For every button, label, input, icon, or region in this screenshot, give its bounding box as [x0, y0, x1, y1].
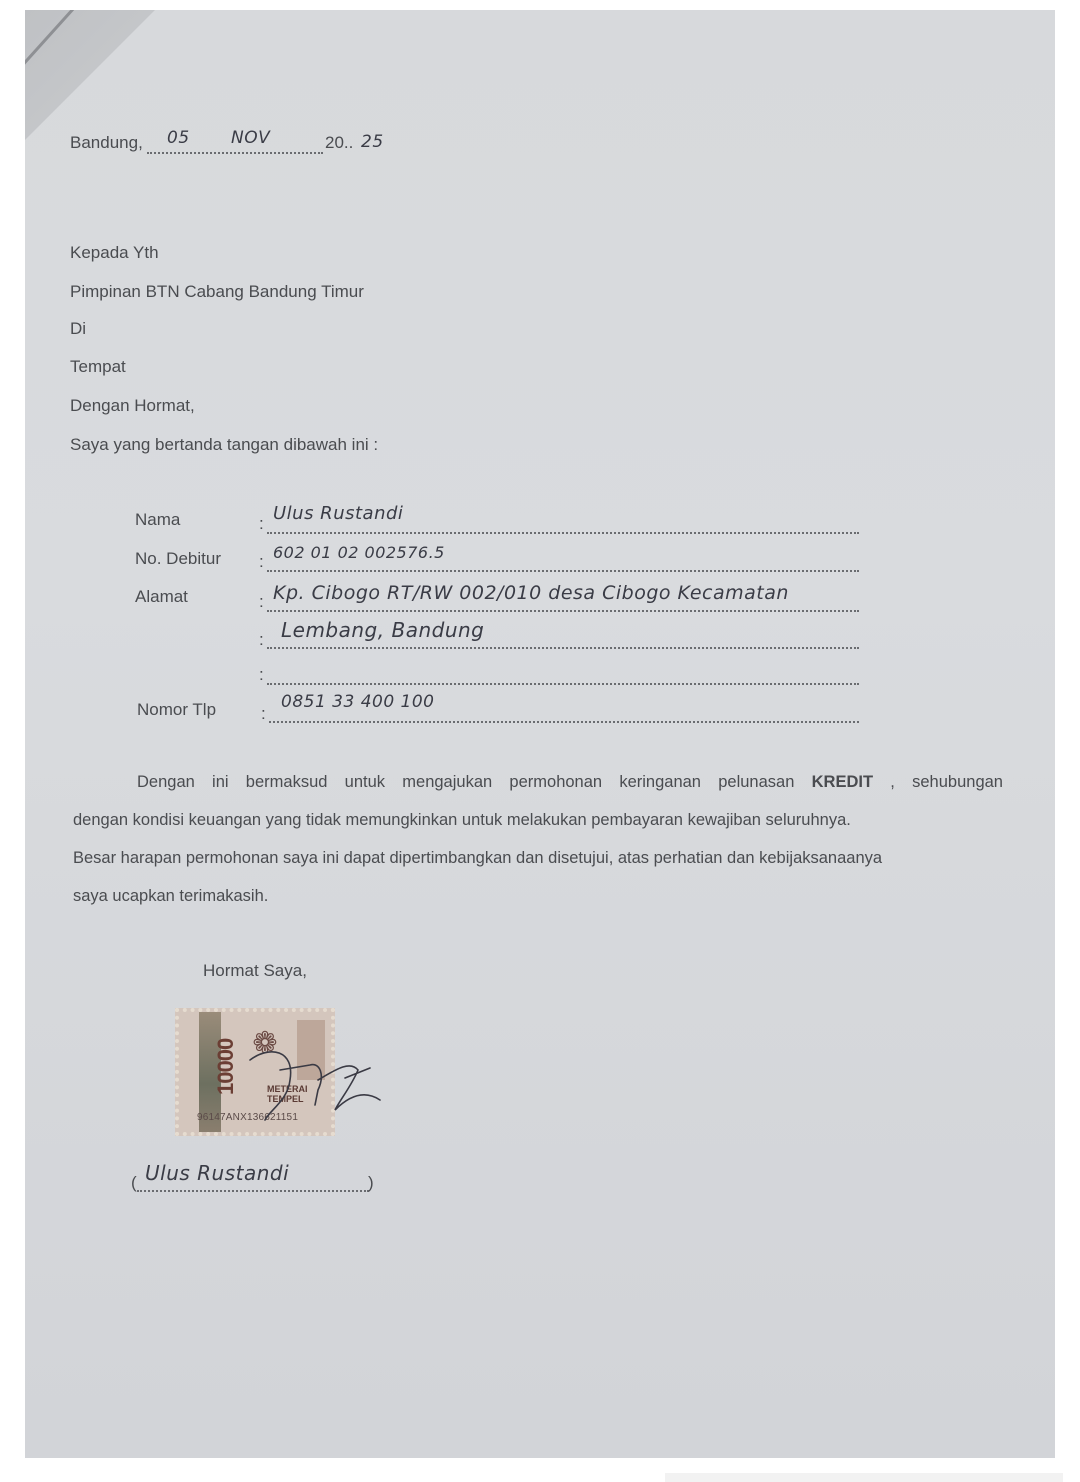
field-value-no-debitur: 602 01 02 002576.5: [273, 543, 445, 562]
recipient-greeting: Kepada Yth: [70, 243, 159, 262]
paragraph-line-2: dengan kondisi keuangan yang tidak memungkinkan untuk melakukan pembayaran kewajiban seluruhnya.: [73, 811, 851, 829]
field-dotted-line: [269, 721, 859, 723]
field-dotted-line: [267, 570, 859, 572]
field-value-alamat-line2: Lembang, Bandung: [281, 618, 485, 642]
field-label-no-debitur: No. Debitur: [135, 549, 221, 568]
paragraph-line-4: saya ucapkan terimakasih.: [73, 887, 269, 905]
field-label-nomor-tlp: Nomor Tlp: [137, 700, 217, 719]
intro-statement: Saya yang bertanda tangan dibawah ini :: [70, 435, 379, 454]
field-value-nomor-tlp: 0851 33 400 100: [281, 692, 435, 712]
field-colon: :: [261, 704, 266, 723]
stamp-label-line2: TEMPEL: [267, 1094, 304, 1104]
date-day: 05: [167, 128, 190, 148]
field-colon: :: [259, 630, 264, 649]
field-dotted-line: [267, 683, 859, 685]
field-colon: :: [259, 665, 264, 684]
date-month: NOV: [231, 128, 271, 148]
date-year-prefix: 20..: [325, 133, 354, 152]
stamp-value: 10000: [213, 1038, 238, 1096]
signatory-dotted-line: [137, 1190, 369, 1192]
recipient-addressee: Pimpinan BTN Cabang Bandung Timur: [70, 282, 364, 301]
field-label-nama: Nama: [135, 510, 181, 529]
field-value-alamat: Kp. Cibogo RT/RW 002/010 desa Cibogo Kecamatan: [273, 582, 789, 604]
open-paren: (: [131, 1173, 137, 1192]
signatory-name: Ulus Rustandi: [145, 1161, 290, 1185]
field-label-alamat: Alamat: [135, 587, 188, 606]
place-label: Bandung,: [70, 133, 143, 152]
stamp-label-line1: METERAI: [267, 1084, 308, 1094]
paragraph-line-3: Besar harapan permohonan saya ini dapat dipertimbangkan dan disetujui, atas perhatian dan kebijaksanaanya: [73, 849, 883, 867]
kredit-emphasis: KREDIT: [811, 773, 874, 791]
paragraph-line-1: [73, 763, 1003, 801]
field-colon: :: [259, 514, 264, 533]
closing-text: Hormat Saya,: [203, 961, 307, 980]
field-dotted-line: [267, 532, 859, 534]
paragraph-text: Dengan ini bermaksud untuk mengajukan permohonan keringanan pelunasan: [137, 773, 795, 791]
field-dotted-line: [267, 647, 859, 649]
bottom-edge-bar: [665, 1473, 1063, 1482]
garuda-emblem-icon: ❁: [252, 1027, 278, 1060]
field-value-nama: Ulus Rustandi: [273, 503, 404, 524]
field-colon: :: [259, 552, 264, 571]
salutation: Dengan Hormat,: [70, 396, 195, 415]
signature-scribble: [240, 1040, 390, 1130]
field-dotted-line: [267, 610, 859, 612]
paragraph-text: , sehubungan: [890, 773, 1003, 791]
date-year-suffix: 25: [361, 132, 384, 152]
document-photo: [25, 10, 1055, 1458]
request-paragraph: [73, 763, 1003, 915]
date-dotted-line: [147, 152, 323, 154]
stamp-serial: 96147ANX136621151: [197, 1112, 299, 1123]
field-colon: :: [259, 592, 264, 611]
page-corner-shadow: [25, 10, 155, 140]
recipient-di: Di: [70, 319, 87, 338]
close-paren: ): [368, 1173, 374, 1192]
recipient-tempat: Tempat: [70, 357, 126, 376]
